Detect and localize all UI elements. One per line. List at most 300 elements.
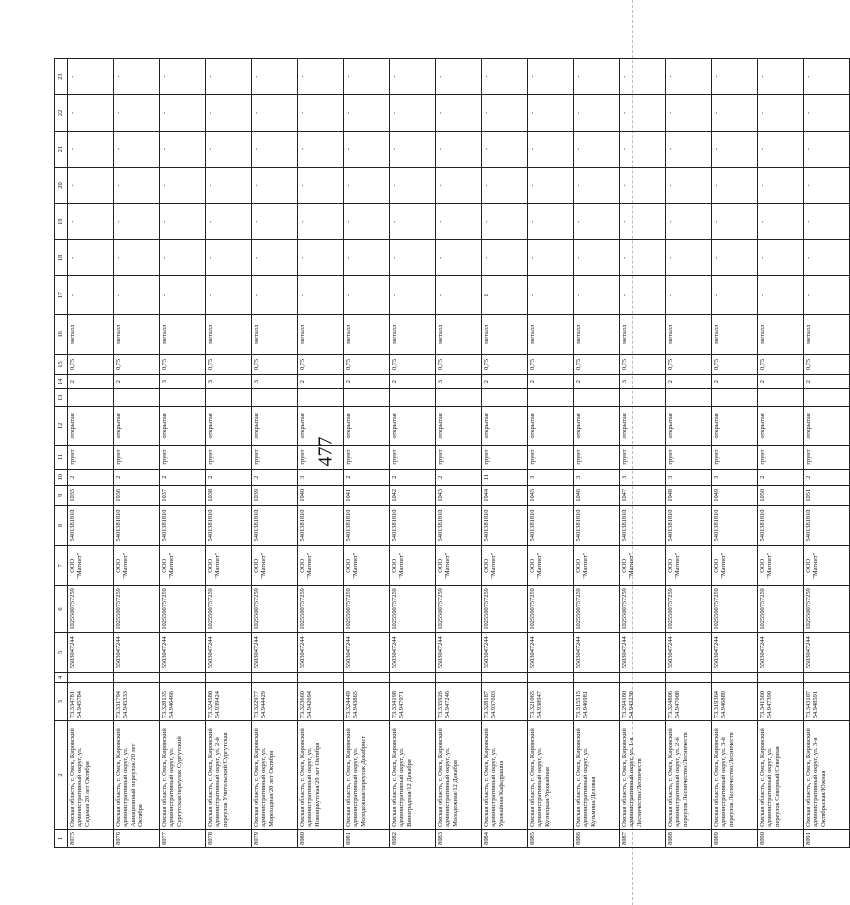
type-cell: открытая: [390, 407, 436, 445]
cell-col-5: 5503047244: [666, 632, 712, 672]
table-row: [804, 59, 850, 848]
cell-col-22: -: [620, 95, 666, 131]
coordinates-cell: 73.334781 54.945784: [68, 682, 114, 720]
surface-cell: грунт: [344, 445, 390, 469]
address-cell: Омская область, г. Омск, Кировский административный округ, ул. Седьмая 20 лет Октября: [68, 721, 114, 830]
cell-col-23: -: [298, 59, 344, 95]
cell-col-19: -: [758, 204, 804, 240]
cell-col-9: 1040: [298, 485, 344, 505]
cell-col-21: -: [666, 131, 712, 167]
owner-cell: ООО "Магнит": [482, 546, 528, 586]
owner-cell: ООО "Магнит": [298, 546, 344, 586]
coordinates-cell: 73.322977 54.944429: [252, 682, 298, 720]
surface-cell: грунт: [298, 445, 344, 469]
cell-col-6: 1025500757259: [482, 586, 528, 632]
cell-col-4: [390, 672, 436, 682]
cell-col-14: 2: [666, 375, 712, 389]
cell-col-8: 5401381810: [482, 505, 528, 545]
address-cell: Омская область, г. Омск, Кировский административный округ, ул. Авиационный переулок/20 лет Октября: [114, 721, 160, 830]
cell-col-21: -: [482, 131, 528, 167]
cell-col-15: 0,75: [436, 354, 482, 374]
type-cell: открытая: [528, 407, 574, 445]
row-id: 8089: [712, 829, 758, 847]
material-cell: металл: [528, 314, 574, 354]
cell-col-15: 0,75: [68, 354, 114, 374]
cell-col-4: [666, 672, 712, 682]
cell-col-10: 2: [390, 469, 436, 485]
cell-col-17: -: [666, 276, 712, 314]
row-id: 8083: [436, 829, 482, 847]
cell-col-18: -: [528, 240, 574, 276]
cell-col-9: 1047: [620, 485, 666, 505]
material-cell: металл: [620, 314, 666, 354]
row-id: 8077: [160, 829, 206, 847]
cell-col-14: 3: [160, 375, 206, 389]
row-id: 8091: [804, 829, 850, 847]
cell-col-23: -: [758, 59, 804, 95]
cell-col-14: 2: [528, 375, 574, 389]
cell-col-15: 0,75: [620, 354, 666, 374]
cell-col-23: -: [436, 59, 482, 95]
cell-col-18: -: [390, 240, 436, 276]
table-area: [54, 58, 827, 848]
cell-col-9: 1035: [68, 485, 114, 505]
cell-col-14: 2: [344, 375, 390, 389]
cell-col-17: 1: [482, 276, 528, 314]
cell-col-17: -: [758, 276, 804, 314]
cell-col-17: -: [252, 276, 298, 314]
surface-cell: грунт: [114, 445, 160, 469]
surface-cell: грунт: [482, 445, 528, 469]
column-number: 13: [55, 389, 68, 407]
cell-col-15: 0,75: [390, 354, 436, 374]
column-number: 2: [55, 721, 68, 830]
material-cell: металл: [666, 314, 712, 354]
cell-col-6: 1025500757259: [620, 586, 666, 632]
table-row: [666, 59, 712, 848]
cell-col-6: 1025500757259: [298, 586, 344, 632]
cell-col-23: -: [344, 59, 390, 95]
cell-col-5: 5503047244: [114, 632, 160, 672]
cell-col-14: 3: [436, 375, 482, 389]
table-row: [712, 59, 758, 848]
column-number: 15: [55, 354, 68, 374]
surface-cell: грунт: [390, 445, 436, 469]
address-cell: Омская область, г. Омск, Кировский административный округ, ул. 3-й переулок Лесничество/Лесничеств: [712, 721, 758, 830]
owner-cell: ООО "Магнит": [712, 546, 758, 586]
cell-col-22: -: [114, 95, 160, 131]
cell-col-13: [574, 389, 620, 407]
cell-col-10: 2: [436, 469, 482, 485]
table-row: [344, 59, 390, 848]
table-row: [574, 59, 620, 848]
row-id: 8082: [390, 829, 436, 847]
surface-cell: грунт: [160, 445, 206, 469]
cell-col-21: -: [712, 131, 758, 167]
cell-col-8: 5401381810: [666, 505, 712, 545]
address-cell: Омская область, г. Омск, Кировский административный округ, ул. Сургутская/переулок Сургутский: [160, 721, 206, 830]
coordinates-cell: 73.323660 54.942694: [298, 682, 344, 720]
cell-col-18: -: [68, 240, 114, 276]
cell-col-8: 5401381810: [68, 505, 114, 545]
cell-col-10: 2: [804, 469, 850, 485]
material-cell: металл: [758, 314, 804, 354]
cell-col-20: -: [114, 167, 160, 203]
cell-col-10: 3: [528, 469, 574, 485]
coordinates-cell: 73.328187 54.937603: [482, 682, 528, 720]
column-number: 23: [55, 59, 68, 95]
cell-col-18: -: [712, 240, 758, 276]
material-cell: металл: [114, 314, 160, 354]
row-id: 8090: [758, 829, 804, 847]
cell-col-14: 2: [574, 375, 620, 389]
type-cell: открытая: [160, 407, 206, 445]
cell-col-4: [620, 672, 666, 682]
cell-col-21: -: [758, 131, 804, 167]
cell-col-18: -: [252, 240, 298, 276]
cell-col-17: -: [712, 276, 758, 314]
cell-col-17: -: [390, 276, 436, 314]
row-id: 8080: [298, 829, 344, 847]
cell-col-4: [206, 672, 252, 682]
coordinates-cell: 73.294180 54.943238: [620, 682, 666, 720]
cell-col-22: -: [528, 95, 574, 131]
cell-col-22: -: [436, 95, 482, 131]
cell-col-8: 5401381810: [528, 505, 574, 545]
cell-col-15: 0,75: [114, 354, 160, 374]
cell-col-10: 2: [206, 469, 252, 485]
column-number: 22: [55, 95, 68, 131]
table-row: [160, 59, 206, 848]
surface-cell: грунт: [712, 445, 758, 469]
type-cell: открытая: [68, 407, 114, 445]
address-cell: Омская область, г. Омск, Кировский административный округ, ул. переулок Северный/Северная: [758, 721, 804, 830]
cell-col-13: [298, 389, 344, 407]
cell-col-14: 2: [68, 375, 114, 389]
column-number: 10: [55, 469, 68, 485]
cell-col-19: -: [298, 204, 344, 240]
cell-col-5: 5503047244: [298, 632, 344, 672]
type-cell: открытая: [344, 407, 390, 445]
cell-col-15: 0,75: [252, 354, 298, 374]
cell-col-18: -: [114, 240, 160, 276]
cell-col-18: -: [298, 240, 344, 276]
row-id: 8075: [68, 829, 114, 847]
cell-col-4: [160, 672, 206, 682]
material-cell: металл: [344, 314, 390, 354]
cell-col-19: -: [390, 204, 436, 240]
cell-col-19: -: [528, 204, 574, 240]
cell-col-20: -: [528, 167, 574, 203]
cell-col-15: 0,75: [206, 354, 252, 374]
owner-cell: ООО "Магнит": [758, 546, 804, 586]
cell-col-20: -: [344, 167, 390, 203]
cell-col-22: -: [160, 95, 206, 131]
cell-col-13: [206, 389, 252, 407]
cell-col-15: 0,75: [298, 354, 344, 374]
cell-col-19: -: [574, 204, 620, 240]
cell-col-5: 5503047244: [436, 632, 482, 672]
cell-col-22: -: [482, 95, 528, 131]
coordinates-cell: 73.328135 54.946466: [160, 682, 206, 720]
cell-col-9: 1044: [482, 485, 528, 505]
cell-col-22: -: [712, 95, 758, 131]
coordinates-cell: 73.334198 54.947071: [390, 682, 436, 720]
table-row: [206, 59, 252, 848]
cell-col-20: -: [712, 167, 758, 203]
cell-col-14: 3: [620, 375, 666, 389]
cell-col-8: 5401381810: [344, 505, 390, 545]
cell-col-17: -: [298, 276, 344, 314]
type-cell: открытая: [620, 407, 666, 445]
cell-col-19: -: [206, 204, 252, 240]
column-number: 17: [55, 276, 68, 314]
cell-col-5: 5503047244: [712, 632, 758, 672]
cell-col-17: -: [344, 276, 390, 314]
cell-col-22: -: [252, 95, 298, 131]
cell-col-18: -: [804, 240, 850, 276]
cell-col-4: [712, 672, 758, 682]
coordinates-cell: 73.335926 54.947246: [436, 682, 482, 720]
address-cell: Омская область, г. Омск, Кировский административный округ, ул. 2-й переулок Лесничество/Лесничеств: [666, 721, 712, 830]
table-row: [620, 59, 666, 848]
cell-col-10: 2: [114, 469, 160, 485]
cell-col-13: [482, 389, 528, 407]
cell-col-9: 1042: [390, 485, 436, 505]
cell-col-5: 5503047244: [390, 632, 436, 672]
column-number: 3: [55, 682, 68, 720]
row-id: 8085: [528, 829, 574, 847]
cell-col-9: 1050: [758, 485, 804, 505]
material-cell: металл: [68, 314, 114, 354]
table-row: [252, 59, 298, 848]
cell-col-13: [620, 389, 666, 407]
cell-col-4: [436, 672, 482, 682]
cell-col-18: -: [344, 240, 390, 276]
cell-col-22: -: [574, 95, 620, 131]
cell-col-13: [160, 389, 206, 407]
cell-col-5: 5503047244: [252, 632, 298, 672]
cell-col-5: 5503047244: [160, 632, 206, 672]
cell-col-6: 1025500757259: [712, 586, 758, 632]
cell-col-10: 2: [68, 469, 114, 485]
column-number: 16: [55, 314, 68, 354]
cell-col-13: [68, 389, 114, 407]
owner-cell: ООО "Магнит": [804, 546, 850, 586]
cell-col-22: -: [298, 95, 344, 131]
cell-col-21: -: [252, 131, 298, 167]
cell-col-14: 2: [482, 375, 528, 389]
material-cell: металл: [298, 314, 344, 354]
cell-col-8: 5401381810: [252, 505, 298, 545]
cell-col-4: [528, 672, 574, 682]
cell-col-14: 2: [114, 375, 160, 389]
type-cell: открытая: [206, 407, 252, 445]
surface-cell: грунт: [804, 445, 850, 469]
coordinates-cell: 73.331794 54.945333: [114, 682, 160, 720]
cell-col-6: 1025500757259: [436, 586, 482, 632]
column-number: 11: [55, 445, 68, 469]
cell-col-8: 5401381810: [758, 505, 804, 545]
cell-col-13: [712, 389, 758, 407]
cell-col-20: -: [804, 167, 850, 203]
cell-col-9: 1036: [114, 485, 160, 505]
type-cell: открытая: [804, 407, 850, 445]
cell-col-18: -: [574, 240, 620, 276]
table-row: [68, 59, 114, 848]
cell-col-19: -: [160, 204, 206, 240]
cell-col-5: 5503047244: [482, 632, 528, 672]
cell-col-6: 1025500757259: [804, 586, 850, 632]
surface-cell: грунт: [528, 445, 574, 469]
cell-col-21: -: [574, 131, 620, 167]
surface-cell: грунт: [620, 445, 666, 469]
cell-col-21: -: [298, 131, 344, 167]
cell-col-21: -: [68, 131, 114, 167]
cell-col-5: 5503047244: [804, 632, 850, 672]
cell-col-6: 1025500757259: [68, 586, 114, 632]
cell-col-18: -: [206, 240, 252, 276]
row-id: 8081: [344, 829, 390, 847]
column-number: 14: [55, 375, 68, 389]
material-cell: металл: [390, 314, 436, 354]
cell-col-9: 1041: [344, 485, 390, 505]
cell-col-21: -: [436, 131, 482, 167]
row-id: 8079: [252, 829, 298, 847]
cell-col-23: -: [114, 59, 160, 95]
type-cell: открытая: [758, 407, 804, 445]
cell-col-8: 5401381810: [298, 505, 344, 545]
cell-col-14: 2: [758, 375, 804, 389]
coordinates-cell: 73.324449 54.943865: [344, 682, 390, 720]
cell-col-4: [344, 672, 390, 682]
cell-col-23: -: [160, 59, 206, 95]
cell-col-8: 5401381810: [114, 505, 160, 545]
cell-col-4: [804, 672, 850, 682]
coordinates-cell: 73.343107 54.948591: [804, 682, 850, 720]
surface-cell: грунт: [758, 445, 804, 469]
cell-col-19: -: [252, 204, 298, 240]
cell-col-6: 1025500757259: [206, 586, 252, 632]
table-row: [390, 59, 436, 848]
cell-col-13: [344, 389, 390, 407]
cell-col-15: 0,75: [804, 354, 850, 374]
cell-col-17: -: [160, 276, 206, 314]
cell-col-4: [298, 672, 344, 682]
cell-col-14: 3: [206, 375, 252, 389]
column-number: 12: [55, 407, 68, 445]
cell-col-19: -: [436, 204, 482, 240]
cell-col-17: -: [804, 276, 850, 314]
table-row: [482, 59, 528, 848]
cell-col-9: 1038: [206, 485, 252, 505]
material-cell: металл: [206, 314, 252, 354]
cell-col-18: -: [620, 240, 666, 276]
registry-table: [54, 58, 850, 848]
cell-col-23: -: [206, 59, 252, 95]
cell-col-19: -: [68, 204, 114, 240]
address-cell: Омская область, г. Омск, Кировский административный округ, ул. Кузнецкая/Урожайная: [528, 721, 574, 830]
cell-col-5: 5503047244: [528, 632, 574, 672]
owner-cell: ООО "Магнит": [436, 546, 482, 586]
cell-col-22: -: [68, 95, 114, 131]
owner-cell: ООО "Магнит": [68, 546, 114, 586]
cell-col-21: -: [114, 131, 160, 167]
cell-col-5: 5503047244: [620, 632, 666, 672]
cell-col-19: -: [344, 204, 390, 240]
cell-col-17: -: [436, 276, 482, 314]
cell-col-8: 5401381810: [712, 505, 758, 545]
coordinates-cell: 73.324580 54.939424: [206, 682, 252, 720]
cell-col-20: -: [68, 167, 114, 203]
cell-col-15: 0,75: [758, 354, 804, 374]
coordinates-cell: 73.341560 54.947390: [758, 682, 804, 720]
cell-col-22: -: [390, 95, 436, 131]
address-cell: Омская область, г. Омск, Кировский административный округ, ул. Кузьмина/Деловая: [574, 721, 620, 830]
column-number-row: [55, 59, 68, 848]
material-cell: металл: [712, 314, 758, 354]
cell-col-10: 2: [160, 469, 206, 485]
owner-cell: ООО "Магнит": [206, 546, 252, 586]
cell-col-6: 1025500757259: [390, 586, 436, 632]
cell-col-9: 1039: [252, 485, 298, 505]
cell-col-8: 5401381810: [206, 505, 252, 545]
cell-col-6: 1025500757259: [114, 586, 160, 632]
cell-col-9: 1043: [436, 485, 482, 505]
cell-col-14: 2: [298, 375, 344, 389]
column-number: 9: [55, 485, 68, 505]
cell-col-10: 3: [712, 469, 758, 485]
type-cell: открытая: [574, 407, 620, 445]
owner-cell: ООО "Магнит": [344, 546, 390, 586]
cell-col-15: 0,75: [160, 354, 206, 374]
cell-col-22: -: [206, 95, 252, 131]
cell-col-18: -: [160, 240, 206, 276]
material-cell: металл: [252, 314, 298, 354]
cell-col-9: 1046: [574, 485, 620, 505]
cell-col-21: -: [528, 131, 574, 167]
cell-col-18: -: [482, 240, 528, 276]
owner-cell: ООО "Магнит": [160, 546, 206, 586]
cell-col-19: -: [114, 204, 160, 240]
cell-col-14: 3: [252, 375, 298, 389]
address-cell: Омская область, г. Омск, Кировский административный округ, ул. 2-й переулок Учительский/Сургутская: [206, 721, 252, 830]
cell-col-13: [114, 389, 160, 407]
surface-cell: грунт: [68, 445, 114, 469]
row-id: 8086: [574, 829, 620, 847]
material-cell: металл: [574, 314, 620, 354]
cell-col-10: 2: [758, 469, 804, 485]
owner-cell: ООО "Магнит": [574, 546, 620, 586]
row-id: 8084: [482, 829, 528, 847]
column-number: 19: [55, 204, 68, 240]
cell-col-20: -: [436, 167, 482, 203]
table-row: [114, 59, 160, 848]
coordinates-cell: 73.319364 54.946889: [712, 682, 758, 720]
cell-col-8: 5401381810: [804, 505, 850, 545]
cell-col-17: -: [620, 276, 666, 314]
cell-col-9: 1037: [160, 485, 206, 505]
cell-col-21: -: [344, 131, 390, 167]
type-cell: открытая: [298, 407, 344, 445]
column-number: 21: [55, 131, 68, 167]
column-number: 18: [55, 240, 68, 276]
address-cell: Омская область, г. Омск, Кировский административный округ, ул. Молодежная/переулок Декабрист: [344, 721, 390, 830]
cell-col-4: [482, 672, 528, 682]
cell-col-20: -: [620, 167, 666, 203]
cell-col-13: [804, 389, 850, 407]
cell-col-20: -: [758, 167, 804, 203]
